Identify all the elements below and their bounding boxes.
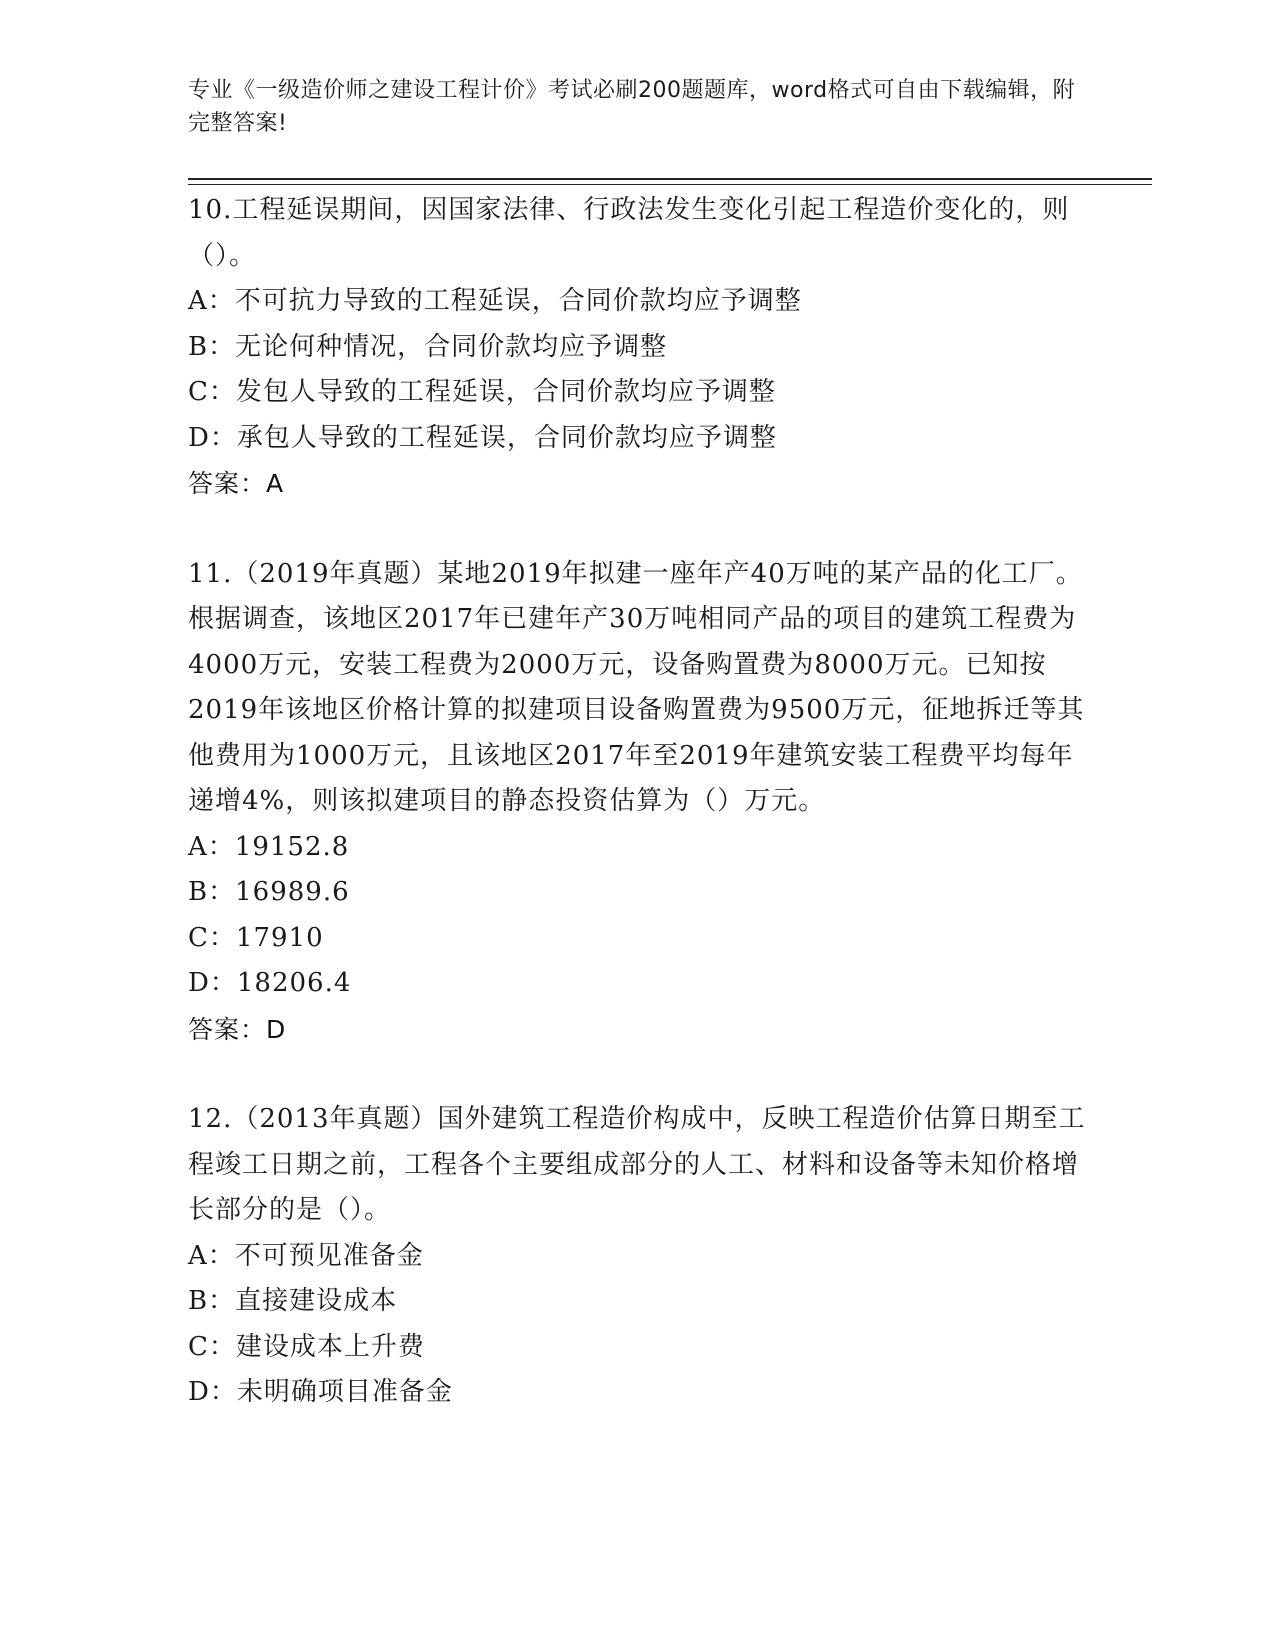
option-text: 承包人导致的工程延误，合同价款均应予调整 [236, 422, 777, 453]
question-stem: 10.工程延误期间，因国家法律、行政法发生变化引起工程造价变化的，则（）。 [188, 195, 1070, 271]
option-a: A：不可抗力导致的工程延误，合同价款均应予调整 [188, 286, 802, 316]
question-stem: 12.（2013年真题）国外建筑工程造价构成中，反映工程造价估算日期至工程竣工日期之前，工程各个主要组成部分的人工、材料和设备等未知价格增长部分的是（）。 [188, 1104, 1086, 1225]
option-letter: B [188, 1286, 209, 1316]
option-letter: D [188, 1377, 210, 1407]
option-text: 发包人导致的工程延误，合同价款均应予调整 [235, 377, 776, 407]
question-10 [188, 188, 1088, 507]
header-rule-thin [188, 184, 1152, 185]
option-letter: B [188, 877, 209, 907]
option-c: C：建设成本上升费 [188, 1331, 425, 1362]
question-list [188, 188, 1088, 1416]
header-rule-thick [188, 178, 1152, 180]
option-d: D：承包人导致的工程延误，合同价款均应予调整 [188, 422, 777, 453]
document-header: 专业《一级造价师之建设工程计价》考试必刷200题题库，word格式可自由下载编辑，附完整答案! [188, 78, 1076, 136]
option-text: 不可抗力导致的工程延误，合同价款均应予调整 [234, 286, 802, 316]
option-a: A：不可预见准备金 [188, 1240, 424, 1271]
option-letter: D [188, 968, 210, 998]
option-text: 无论何种情况，合同价款均应予调整 [235, 331, 668, 362]
question-stem: 11.（2019年真题）某地2019年拟建一座年产40万吨的某产品的化工厂。根据调查，该地区2017年已建年产30万吨相同产品的项目的建筑工程费为4000万元，安装工程费为2000万元，设备购置费为8000万元。已知按2019年该地区价格计算的拟建项目设备购置费为9500万元，征地拆迁等其他费用为1000万元，且该地区2017年至2019年建筑安装工程费平均每年递增4%，则该拟建项目的静态投资估算为（）万元。 [188, 558, 1085, 816]
question-12 [188, 1097, 1088, 1416]
option-text: 19152.8 [234, 831, 350, 862]
option-text: 建设成本上升费 [235, 1331, 425, 1362]
answer-line: 答案：D [188, 1014, 287, 1044]
option-text: 不可预见准备金 [234, 1240, 424, 1271]
option-letter: C [188, 922, 209, 953]
option-letter: D [188, 422, 210, 453]
option-letter: C [188, 1331, 209, 1362]
option-letter: B [188, 331, 209, 362]
option-b: B：直接建设成本 [188, 1286, 398, 1316]
option-c: C：17910 [188, 922, 324, 953]
option-letter: A [188, 286, 208, 316]
option-letter: A [188, 831, 208, 862]
option-text: 未明确项目准备金 [236, 1377, 453, 1407]
option-c: C：发包人导致的工程延误，合同价款均应予调整 [188, 377, 776, 407]
option-b: B：16989.6 [188, 877, 350, 907]
option-a: A：19152.8 [188, 831, 350, 862]
option-text: 17910 [235, 922, 324, 953]
question-11 [188, 552, 1088, 1053]
option-letter: A [188, 1240, 208, 1271]
option-letter: C [188, 377, 209, 407]
answer-line: 答案：A [188, 469, 285, 498]
option-b: B：无论何种情况，合同价款均应予调整 [188, 331, 668, 362]
option-text: 18206.4 [236, 968, 352, 998]
option-text: 16989.6 [235, 877, 350, 907]
option-text: 直接建设成本 [235, 1286, 398, 1316]
option-d: D：未明确项目准备金 [188, 1377, 453, 1407]
option-d: D：18206.4 [188, 968, 352, 998]
